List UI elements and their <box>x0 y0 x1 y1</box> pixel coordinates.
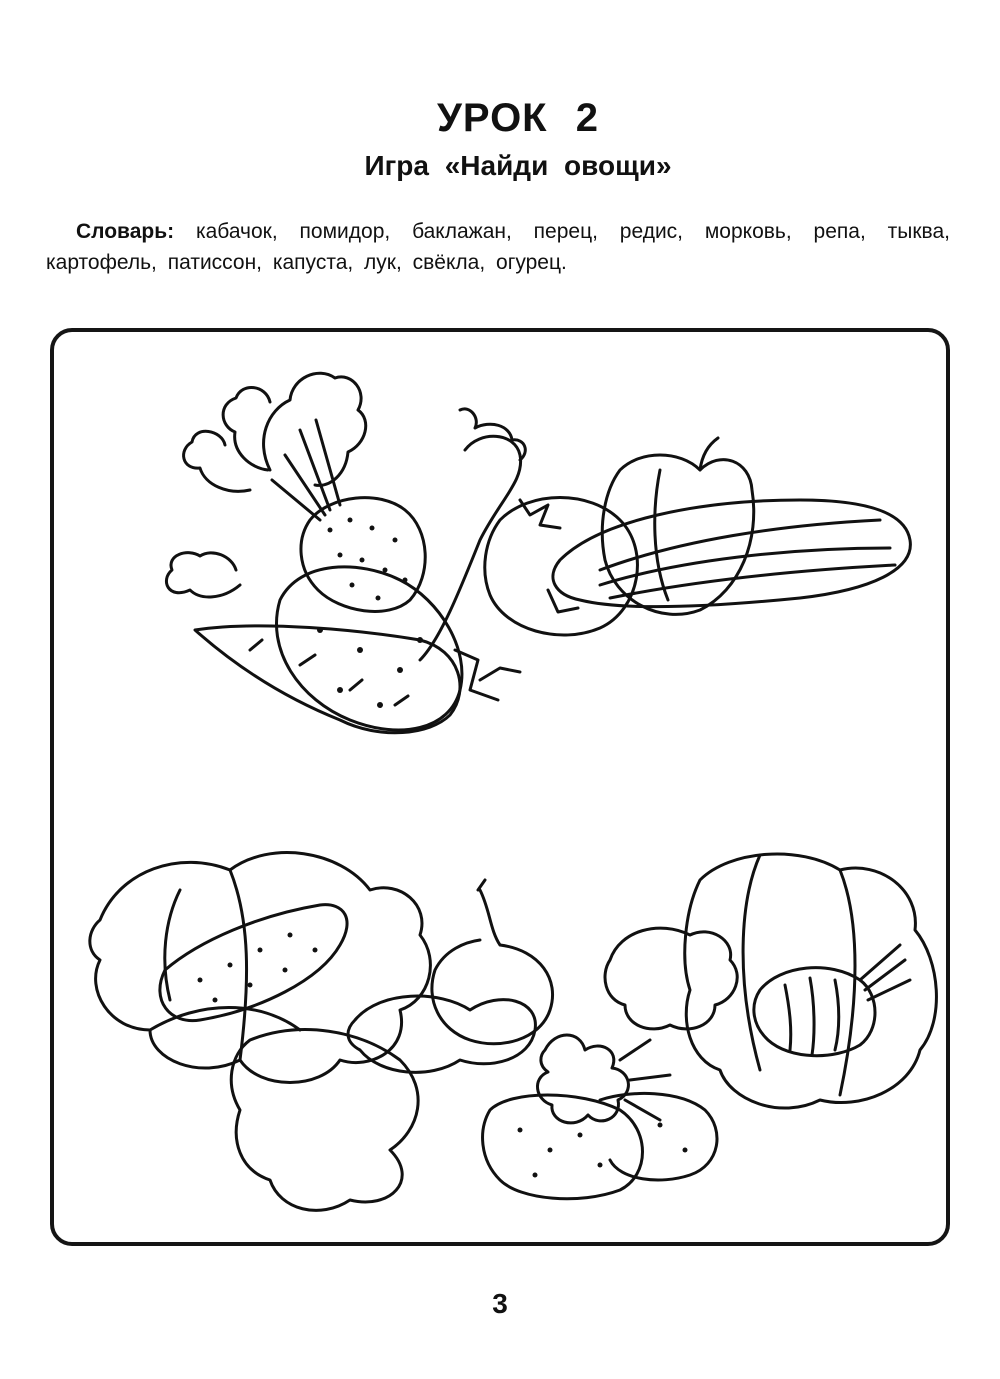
vocabulary-label: Словарь: <box>76 220 175 243</box>
picture-frame <box>50 328 950 1246</box>
lesson-title: УРОК 2 <box>437 96 599 140</box>
vocabulary-words: кабачок, помидор, баклажан, перец, редис, морковь, репа, тыква, картофель, патиссон, капуста, лук, свёкла, огурец. <box>46 220 950 274</box>
game-subtitle: Игра «Найди овощи» <box>364 150 672 181</box>
vocabulary-paragraph <box>46 216 950 278</box>
page-number: 3 <box>492 1288 508 1319</box>
